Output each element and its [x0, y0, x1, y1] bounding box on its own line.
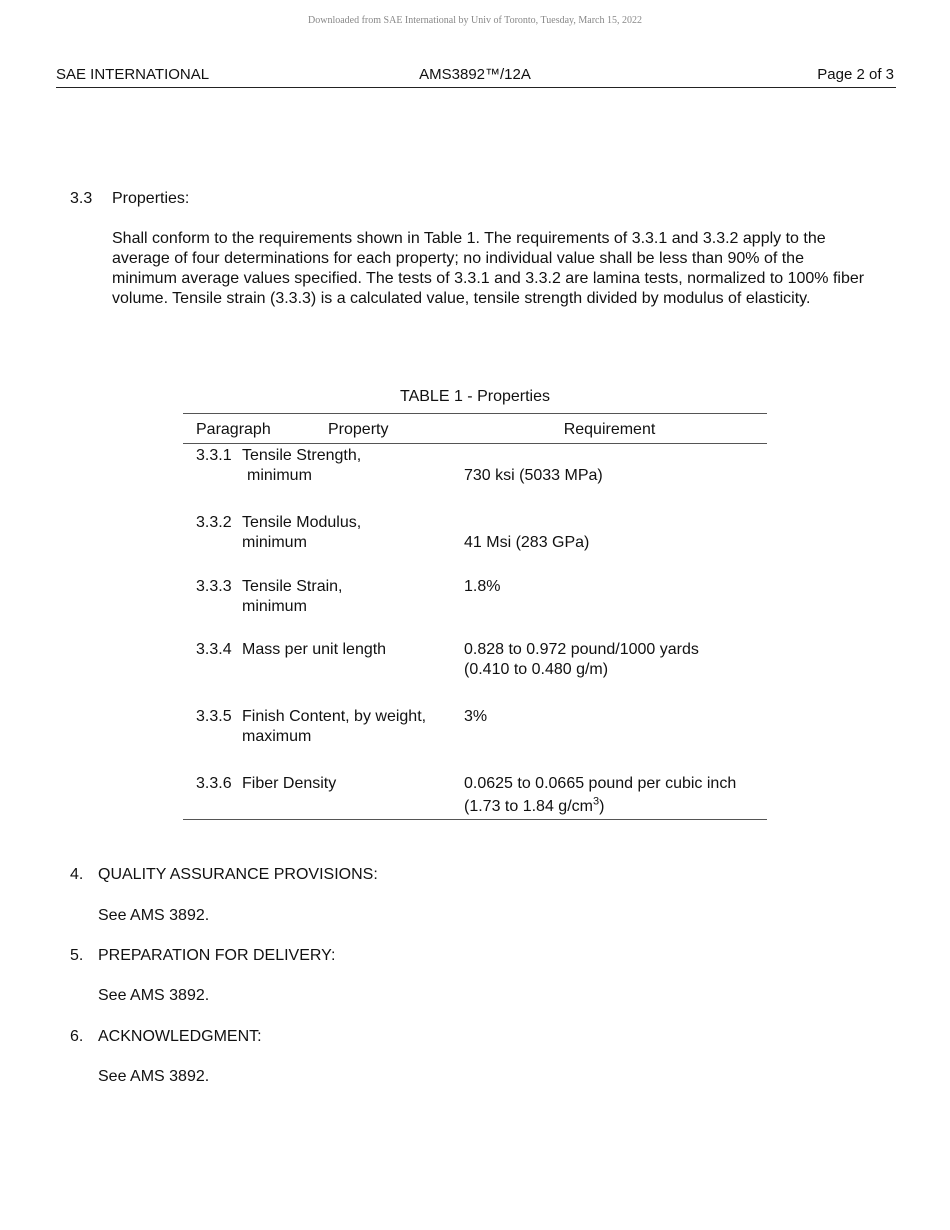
section-5-number: 5. — [70, 947, 84, 964]
header-page-number: Page 2 of 3 — [817, 66, 894, 83]
header-document-number: AMS3892™/12A — [419, 66, 531, 83]
table-row-property: Fiber Density — [242, 775, 337, 792]
section-3-3-title: Properties: — [112, 190, 190, 207]
table-row-property-cont: minimum — [242, 598, 307, 615]
density-metric-close: ) — [599, 798, 605, 815]
table-header-paragraph: Paragraph — [196, 421, 271, 438]
table-row-property-cont: minimum — [247, 467, 312, 484]
table-bottom-rule — [183, 819, 767, 820]
table-top-rule — [183, 413, 767, 414]
table-row-paragraph: 3.3.2 — [196, 514, 232, 531]
table-row-requirement-cont: (0.410 to 0.480 g/m) — [464, 661, 609, 678]
section-3-3-body: Shall conform to the requirements shown in Table 1. The requirements of 3.3.1 and 3.3.2 apply to the average of four determinations for each property; no individual value shall be less than 90% of the minimum average values specified. The tests of 3.3.1 and 3.3.2 are lamina tests, normalized to 100% fiber volume. Tensile strain (3.3.3) is a calculated value, tensile strength divided by modulus of elasticity. — [112, 230, 865, 307]
table-row-requirement: 1.8% — [464, 578, 501, 595]
table-row-requirement: 3% — [464, 708, 488, 725]
table-row-paragraph: 3.3.6 — [196, 775, 232, 792]
table-row-property: Mass per unit length — [242, 641, 387, 658]
table-row-property: Tensile Modulus, — [242, 514, 362, 531]
section-6-number: 6. — [70, 1028, 84, 1045]
table-row-paragraph: 3.3.3 — [196, 578, 232, 595]
header-organization: SAE INTERNATIONAL — [56, 66, 210, 83]
table-row-property: Finish Content, by weight, — [242, 708, 427, 725]
table-row-property: Tensile Strain, — [242, 578, 343, 595]
table-header-rule — [183, 443, 767, 444]
download-watermark: Downloaded from SAE International by Univ of Toronto, Tuesday, March 15, 2022 — [308, 15, 642, 26]
table-header-property: Property — [328, 421, 389, 438]
cubic-superscript: 3 — [592, 795, 600, 808]
table-row-paragraph: 3.3.5 — [196, 708, 232, 725]
table-row-property: Tensile Strength, — [242, 447, 362, 464]
table-row-requirement-cont — [464, 797, 604, 817]
table-row-requirement: 0.0625 to 0.0665 pound per cubic inch — [464, 775, 737, 792]
table-row-paragraph: 3.3.4 — [196, 641, 232, 658]
section-3-3-number: 3.3 — [70, 190, 93, 207]
section-5-title: PREPARATION FOR DELIVERY: — [98, 947, 336, 964]
section-4-body: See AMS 3892. — [98, 907, 210, 924]
table-row-property-cont: minimum — [242, 534, 307, 551]
table-title: TABLE 1 - Properties — [400, 388, 550, 405]
table-row-requirement: 0.828 to 0.972 pound/1000 yards — [464, 641, 699, 658]
header-divider — [56, 87, 896, 88]
section-6-body: See AMS 3892. — [98, 1068, 210, 1085]
section-4-number: 4. — [70, 866, 84, 883]
table-row-requirement: 730 ksi (5033 MPa) — [464, 467, 603, 484]
table-header-requirement: Requirement — [563, 421, 656, 438]
section-6-title: ACKNOWLEDGMENT: — [98, 1028, 262, 1045]
section-4-title: QUALITY ASSURANCE PROVISIONS: — [98, 866, 378, 883]
density-metric-value: (1.73 to 1.84 g/cm — [464, 798, 593, 815]
table-row-requirement: 41 Msi (283 GPa) — [464, 534, 590, 551]
table-row-paragraph: 3.3.1 — [196, 447, 232, 464]
table-row-property-cont: maximum — [242, 728, 312, 745]
section-5-body: See AMS 3892. — [98, 987, 210, 1004]
